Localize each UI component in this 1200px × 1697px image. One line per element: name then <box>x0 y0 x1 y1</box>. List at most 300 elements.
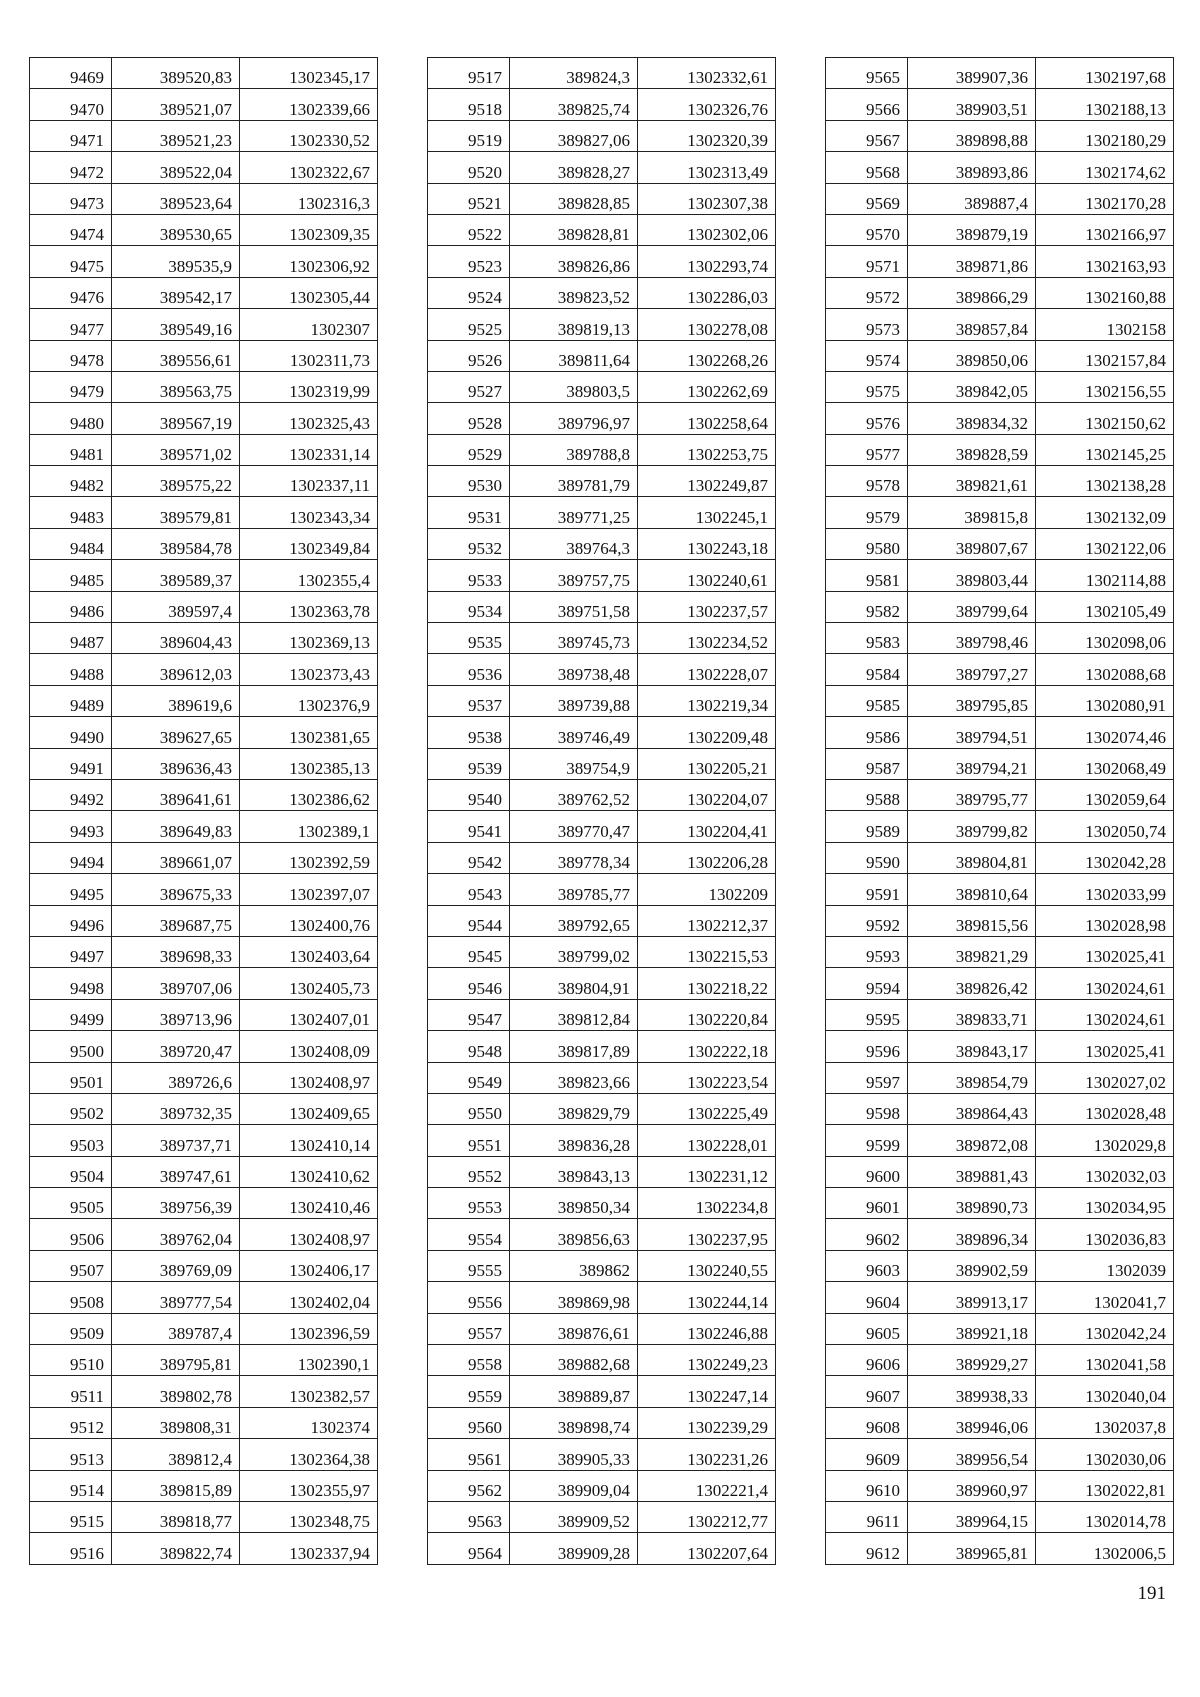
y-coordinate-cell: 1302122,06 <box>1036 528 1174 559</box>
table-row <box>428 1156 776 1187</box>
x-coordinate-cell: 389808,31 <box>112 1407 240 1438</box>
x-coordinate-cell: 389882,68 <box>510 1345 638 1376</box>
table-row <box>428 1188 776 1219</box>
y-coordinate-cell: 1302014,78 <box>1036 1501 1174 1532</box>
x-coordinate-cell: 389850,06 <box>908 340 1036 371</box>
y-coordinate-cell: 1302037,8 <box>1036 1407 1174 1438</box>
y-coordinate-cell: 1302245,1 <box>638 497 776 528</box>
x-coordinate-cell: 389807,67 <box>908 528 1036 559</box>
point-number-cell: 9497 <box>30 936 112 967</box>
point-number-cell: 9496 <box>30 905 112 936</box>
y-coordinate-cell: 1302389,1 <box>240 811 378 842</box>
x-coordinate-cell: 389862 <box>510 1250 638 1281</box>
y-coordinate-cell: 1302098,06 <box>1036 623 1174 654</box>
point-number-cell: 9547 <box>428 999 510 1030</box>
point-number-cell: 9505 <box>30 1188 112 1219</box>
point-number-cell: 9582 <box>826 591 908 622</box>
point-number-cell: 9572 <box>826 277 908 308</box>
table-row <box>30 748 378 779</box>
table-row <box>30 1470 378 1501</box>
point-number-cell: 9484 <box>30 528 112 559</box>
point-number-cell: 9482 <box>30 466 112 497</box>
table-row <box>428 466 776 497</box>
x-coordinate-cell: 389819,13 <box>510 309 638 340</box>
x-coordinate-cell: 389818,77 <box>112 1501 240 1532</box>
point-number-cell: 9575 <box>826 371 908 402</box>
y-coordinate-cell: 1302234,52 <box>638 623 776 654</box>
y-coordinate-cell: 1302207,64 <box>638 1533 776 1564</box>
point-number-cell: 9604 <box>826 1282 908 1313</box>
table-row <box>826 905 1174 936</box>
table-row <box>826 1345 1174 1376</box>
x-coordinate-cell: 389843,13 <box>510 1156 638 1187</box>
table-row <box>428 309 776 340</box>
table-row <box>826 999 1174 1030</box>
x-coordinate-cell: 389777,54 <box>112 1282 240 1313</box>
page-number: 191 <box>1137 1583 1166 1604</box>
x-coordinate-cell: 389649,83 <box>112 811 240 842</box>
x-coordinate-cell: 389946,06 <box>908 1407 1036 1438</box>
x-coordinate-cell: 389556,61 <box>112 340 240 371</box>
y-coordinate-cell: 1302219,34 <box>638 685 776 716</box>
y-coordinate-cell: 1302364,38 <box>240 1439 378 1470</box>
y-coordinate-cell: 1302363,78 <box>240 591 378 622</box>
y-coordinate-cell: 1302373,43 <box>240 654 378 685</box>
table-row <box>826 811 1174 842</box>
y-coordinate-cell: 1302309,35 <box>240 214 378 245</box>
point-number-cell: 9531 <box>428 497 510 528</box>
table-row <box>30 654 378 685</box>
y-coordinate-cell: 1302157,84 <box>1036 340 1174 371</box>
x-coordinate-cell: 389746,49 <box>510 717 638 748</box>
table-row <box>826 214 1174 245</box>
point-number-cell: 9532 <box>428 528 510 559</box>
table-row <box>428 371 776 402</box>
table-row <box>30 434 378 465</box>
table-row <box>30 999 378 1030</box>
y-coordinate-cell: 1302025,41 <box>1036 936 1174 967</box>
point-number-cell: 9487 <box>30 623 112 654</box>
point-number-cell: 9525 <box>428 309 510 340</box>
point-number-cell: 9609 <box>826 1439 908 1470</box>
y-coordinate-cell: 1302396,59 <box>240 1313 378 1344</box>
x-coordinate-cell: 389815,56 <box>908 905 1036 936</box>
y-coordinate-cell: 1302180,29 <box>1036 120 1174 151</box>
y-coordinate-cell: 1302205,21 <box>638 748 776 779</box>
y-coordinate-cell: 1302293,74 <box>638 246 776 277</box>
x-coordinate-cell: 389938,33 <box>908 1376 1036 1407</box>
y-coordinate-cell: 1302286,03 <box>638 277 776 308</box>
y-coordinate-cell: 1302386,62 <box>240 779 378 810</box>
point-number-cell: 9602 <box>826 1219 908 1250</box>
y-coordinate-cell: 1302068,49 <box>1036 748 1174 779</box>
point-number-cell: 9517 <box>428 58 510 89</box>
table-row <box>428 654 776 685</box>
y-coordinate-cell: 1302402,04 <box>240 1282 378 1313</box>
y-coordinate-cell: 1302041,58 <box>1036 1345 1174 1376</box>
point-number-cell: 9606 <box>826 1345 908 1376</box>
y-coordinate-cell: 1302163,93 <box>1036 246 1174 277</box>
table-row <box>428 277 776 308</box>
table-row <box>428 936 776 967</box>
x-coordinate-cell: 389757,75 <box>510 560 638 591</box>
point-number-cell: 9510 <box>30 1345 112 1376</box>
x-coordinate-cell: 389521,23 <box>112 120 240 151</box>
point-number-cell: 9599 <box>826 1125 908 1156</box>
y-coordinate-cell: 1302032,03 <box>1036 1156 1174 1187</box>
x-coordinate-cell: 389833,71 <box>908 999 1036 1030</box>
point-number-cell: 9590 <box>826 842 908 873</box>
x-coordinate-cell: 389893,86 <box>908 152 1036 183</box>
table-row <box>826 936 1174 967</box>
table-row <box>30 1031 378 1062</box>
table-row <box>826 120 1174 151</box>
point-number-cell: 9523 <box>428 246 510 277</box>
y-coordinate-cell: 1302410,14 <box>240 1125 378 1156</box>
point-number-cell: 9569 <box>826 183 908 214</box>
y-coordinate-cell: 1302197,68 <box>1036 58 1174 89</box>
x-coordinate-cell: 389822,74 <box>112 1533 240 1564</box>
y-coordinate-cell: 1302222,18 <box>638 1031 776 1062</box>
y-coordinate-cell: 1302228,07 <box>638 654 776 685</box>
table-row <box>826 1125 1174 1156</box>
point-number-cell: 9490 <box>30 717 112 748</box>
x-coordinate-cell: 389836,28 <box>510 1125 638 1156</box>
table-row <box>826 591 1174 622</box>
x-coordinate-cell: 389795,85 <box>908 685 1036 716</box>
table-row <box>30 1533 378 1564</box>
x-coordinate-cell: 389769,09 <box>112 1250 240 1281</box>
point-number-cell: 9595 <box>826 999 908 1030</box>
x-coordinate-cell: 389823,66 <box>510 1062 638 1093</box>
point-number-cell: 9568 <box>826 152 908 183</box>
table-row <box>30 371 378 402</box>
point-number-cell: 9589 <box>826 811 908 842</box>
table-row <box>428 528 776 559</box>
table-row <box>428 811 776 842</box>
table-row <box>30 214 378 245</box>
point-number-cell: 9560 <box>428 1407 510 1438</box>
point-number-cell: 9520 <box>428 152 510 183</box>
y-coordinate-cell: 1302059,64 <box>1036 779 1174 810</box>
x-coordinate-cell: 389785,77 <box>510 874 638 905</box>
table-row <box>826 371 1174 402</box>
point-number-cell: 9526 <box>428 340 510 371</box>
table-row <box>826 1533 1174 1564</box>
x-coordinate-cell: 389726,6 <box>112 1062 240 1093</box>
y-coordinate-cell: 1302381,65 <box>240 717 378 748</box>
x-coordinate-cell: 389781,79 <box>510 466 638 497</box>
table-row <box>428 1250 776 1281</box>
table-row <box>826 89 1174 120</box>
x-coordinate-cell: 389872,08 <box>908 1125 1036 1156</box>
table-row <box>30 591 378 622</box>
y-coordinate-cell: 1302042,28 <box>1036 842 1174 873</box>
table-row <box>826 1313 1174 1344</box>
point-number-cell: 9542 <box>428 842 510 873</box>
y-coordinate-cell: 1302400,76 <box>240 905 378 936</box>
y-coordinate-cell: 1302331,14 <box>240 434 378 465</box>
y-coordinate-cell: 1302039 <box>1036 1250 1174 1281</box>
x-coordinate-cell: 389738,48 <box>510 654 638 685</box>
table-row <box>30 685 378 716</box>
point-number-cell: 9576 <box>826 403 908 434</box>
point-number-cell: 9608 <box>826 1407 908 1438</box>
table-row <box>826 1156 1174 1187</box>
x-coordinate-cell: 389866,29 <box>908 277 1036 308</box>
y-coordinate-cell: 1302204,41 <box>638 811 776 842</box>
table-row <box>826 779 1174 810</box>
x-coordinate-cell: 389597,4 <box>112 591 240 622</box>
y-coordinate-cell: 1302240,61 <box>638 560 776 591</box>
y-coordinate-cell: 1302022,81 <box>1036 1470 1174 1501</box>
point-number-cell: 9550 <box>428 1093 510 1124</box>
table-body <box>428 58 776 1565</box>
x-coordinate-cell: 389929,27 <box>908 1345 1036 1376</box>
x-coordinate-cell: 389571,02 <box>112 434 240 465</box>
point-number-cell: 9586 <box>826 717 908 748</box>
table-row <box>30 120 378 151</box>
y-coordinate-cell: 1302036,83 <box>1036 1219 1174 1250</box>
point-number-cell: 9559 <box>428 1376 510 1407</box>
point-number-cell: 9477 <box>30 309 112 340</box>
y-coordinate-cell: 1302262,69 <box>638 371 776 402</box>
table-row <box>428 779 776 810</box>
table-row <box>826 1407 1174 1438</box>
table-row <box>826 1031 1174 1062</box>
x-coordinate-cell: 389754,9 <box>510 748 638 779</box>
point-number-cell: 9563 <box>428 1501 510 1532</box>
y-coordinate-cell: 1302397,07 <box>240 874 378 905</box>
table-body <box>826 58 1174 1565</box>
point-number-cell: 9491 <box>30 748 112 779</box>
coordinate-table-2 <box>427 57 776 1565</box>
point-number-cell: 9489 <box>30 685 112 716</box>
table-row <box>428 905 776 936</box>
x-coordinate-cell: 389964,15 <box>908 1501 1036 1532</box>
x-coordinate-cell: 389854,79 <box>908 1062 1036 1093</box>
x-coordinate-cell: 389567,19 <box>112 403 240 434</box>
y-coordinate-cell: 1302376,9 <box>240 685 378 716</box>
point-number-cell: 9540 <box>428 779 510 810</box>
point-number-cell: 9504 <box>30 1156 112 1187</box>
table-row <box>428 246 776 277</box>
x-coordinate-cell: 389834,32 <box>908 403 1036 434</box>
y-coordinate-cell: 1302326,76 <box>638 89 776 120</box>
x-coordinate-cell: 389795,81 <box>112 1345 240 1376</box>
x-coordinate-cell: 389762,04 <box>112 1219 240 1250</box>
x-coordinate-cell: 389965,81 <box>908 1533 1036 1564</box>
y-coordinate-cell: 1302337,94 <box>240 1533 378 1564</box>
point-number-cell: 9519 <box>428 120 510 151</box>
y-coordinate-cell: 1302225,49 <box>638 1093 776 1124</box>
y-coordinate-cell: 1302025,41 <box>1036 1031 1174 1062</box>
table-row <box>428 842 776 873</box>
point-number-cell: 9478 <box>30 340 112 371</box>
y-coordinate-cell: 1302239,29 <box>638 1407 776 1438</box>
y-coordinate-cell: 1302410,46 <box>240 1188 378 1219</box>
point-number-cell: 9552 <box>428 1156 510 1187</box>
x-coordinate-cell: 389788,8 <box>510 434 638 465</box>
point-number-cell: 9503 <box>30 1125 112 1156</box>
point-number-cell: 9508 <box>30 1282 112 1313</box>
x-coordinate-cell: 389797,27 <box>908 654 1036 685</box>
x-coordinate-cell: 389604,43 <box>112 623 240 654</box>
table-row <box>826 1470 1174 1501</box>
table-row <box>826 842 1174 873</box>
table-row <box>428 999 776 1030</box>
point-number-cell: 9539 <box>428 748 510 779</box>
point-number-cell: 9507 <box>30 1250 112 1281</box>
point-number-cell: 9492 <box>30 779 112 810</box>
x-coordinate-cell: 389751,58 <box>510 591 638 622</box>
x-coordinate-cell: 389575,22 <box>112 466 240 497</box>
y-coordinate-cell: 1302138,28 <box>1036 466 1174 497</box>
y-coordinate-cell: 1302247,14 <box>638 1376 776 1407</box>
point-number-cell: 9579 <box>826 497 908 528</box>
point-number-cell: 9594 <box>826 968 908 999</box>
x-coordinate-cell: 389913,17 <box>908 1282 1036 1313</box>
table-row <box>30 1501 378 1532</box>
point-number-cell: 9534 <box>428 591 510 622</box>
y-coordinate-cell: 1302024,61 <box>1036 999 1174 1030</box>
x-coordinate-cell: 389889,87 <box>510 1376 638 1407</box>
y-coordinate-cell: 1302258,64 <box>638 403 776 434</box>
table-row <box>826 1250 1174 1281</box>
table-row <box>428 874 776 905</box>
x-coordinate-cell: 389707,06 <box>112 968 240 999</box>
x-coordinate-cell: 389823,52 <box>510 277 638 308</box>
y-coordinate-cell: 1302231,12 <box>638 1156 776 1187</box>
table-row <box>30 717 378 748</box>
point-number-cell: 9603 <box>826 1250 908 1281</box>
x-coordinate-cell: 389909,28 <box>510 1533 638 1564</box>
point-number-cell: 9483 <box>30 497 112 528</box>
point-number-cell: 9511 <box>30 1376 112 1407</box>
table-row <box>428 1345 776 1376</box>
y-coordinate-cell: 1302403,64 <box>240 936 378 967</box>
table-row <box>826 1439 1174 1470</box>
x-coordinate-cell: 389827,06 <box>510 120 638 151</box>
y-coordinate-cell: 1302249,23 <box>638 1345 776 1376</box>
table-row <box>826 340 1174 371</box>
point-number-cell: 9493 <box>30 811 112 842</box>
y-coordinate-cell: 1302305,44 <box>240 277 378 308</box>
table-row <box>826 58 1174 89</box>
x-coordinate-cell: 389627,65 <box>112 717 240 748</box>
x-coordinate-cell: 389909,52 <box>510 1501 638 1532</box>
y-coordinate-cell: 1302307,38 <box>638 183 776 214</box>
point-number-cell: 9564 <box>428 1533 510 1564</box>
table-row <box>428 717 776 748</box>
y-coordinate-cell: 1302249,87 <box>638 466 776 497</box>
x-coordinate-cell: 389802,78 <box>112 1376 240 1407</box>
table-row <box>428 1093 776 1124</box>
x-coordinate-cell: 389876,61 <box>510 1313 638 1344</box>
x-coordinate-cell: 389921,18 <box>908 1313 1036 1344</box>
point-number-cell: 9574 <box>826 340 908 371</box>
table-row <box>428 1376 776 1407</box>
point-number-cell: 9474 <box>30 214 112 245</box>
y-coordinate-cell: 1302253,75 <box>638 434 776 465</box>
table-row <box>30 497 378 528</box>
y-coordinate-cell: 1302278,08 <box>638 309 776 340</box>
point-number-cell: 9494 <box>30 842 112 873</box>
point-number-cell: 9543 <box>428 874 510 905</box>
x-coordinate-cell: 389636,43 <box>112 748 240 779</box>
point-number-cell: 9518 <box>428 89 510 120</box>
x-coordinate-cell: 389612,03 <box>112 654 240 685</box>
table-row <box>428 1313 776 1344</box>
y-coordinate-cell: 1302209,48 <box>638 717 776 748</box>
point-number-cell: 9529 <box>428 434 510 465</box>
point-number-cell: 9476 <box>30 277 112 308</box>
table-row <box>30 968 378 999</box>
table-row <box>826 152 1174 183</box>
y-coordinate-cell: 1302408,97 <box>240 1219 378 1250</box>
table-row <box>826 874 1174 905</box>
table-row <box>30 936 378 967</box>
x-coordinate-cell: 389745,73 <box>510 623 638 654</box>
y-coordinate-cell: 1302006,5 <box>1036 1533 1174 1564</box>
y-coordinate-cell: 1302382,57 <box>240 1376 378 1407</box>
point-number-cell: 9509 <box>30 1313 112 1344</box>
table-row <box>826 1219 1174 1250</box>
table-row <box>826 497 1174 528</box>
y-coordinate-cell: 1302409,65 <box>240 1093 378 1124</box>
x-coordinate-cell: 389843,17 <box>908 1031 1036 1062</box>
point-number-cell: 9573 <box>826 309 908 340</box>
table-row <box>30 905 378 936</box>
table-row <box>30 183 378 214</box>
point-number-cell: 9471 <box>30 120 112 151</box>
table-row <box>30 1282 378 1313</box>
y-coordinate-cell: 1302325,43 <box>240 403 378 434</box>
table-row <box>428 1125 776 1156</box>
table-row <box>428 1470 776 1501</box>
point-number-cell: 9524 <box>428 277 510 308</box>
x-coordinate-cell: 389687,75 <box>112 905 240 936</box>
point-number-cell: 9612 <box>826 1533 908 1564</box>
y-coordinate-cell: 1302316,3 <box>240 183 378 214</box>
y-coordinate-cell: 1302243,18 <box>638 528 776 559</box>
x-coordinate-cell: 389762,52 <box>510 779 638 810</box>
y-coordinate-cell: 1302040,04 <box>1036 1376 1174 1407</box>
point-number-cell: 9470 <box>30 89 112 120</box>
y-coordinate-cell: 1302206,28 <box>638 842 776 873</box>
x-coordinate-cell: 389756,39 <box>112 1188 240 1219</box>
table-row <box>30 1250 378 1281</box>
y-coordinate-cell: 1302223,54 <box>638 1062 776 1093</box>
table-row <box>30 152 378 183</box>
y-coordinate-cell: 1302160,88 <box>1036 277 1174 308</box>
point-number-cell: 9557 <box>428 1313 510 1344</box>
x-coordinate-cell: 389902,59 <box>908 1250 1036 1281</box>
table-row <box>826 1093 1174 1124</box>
y-coordinate-cell: 1302406,17 <box>240 1250 378 1281</box>
point-number-cell: 9554 <box>428 1219 510 1250</box>
table-row <box>30 1125 378 1156</box>
table-row <box>428 560 776 591</box>
point-number-cell: 9605 <box>826 1313 908 1344</box>
table-row <box>826 1282 1174 1313</box>
y-coordinate-cell: 1302231,26 <box>638 1439 776 1470</box>
x-coordinate-cell: 389864,43 <box>908 1093 1036 1124</box>
x-coordinate-cell: 389828,59 <box>908 434 1036 465</box>
x-coordinate-cell: 389698,33 <box>112 936 240 967</box>
point-number-cell: 9555 <box>428 1250 510 1281</box>
x-coordinate-cell: 389812,4 <box>112 1439 240 1470</box>
